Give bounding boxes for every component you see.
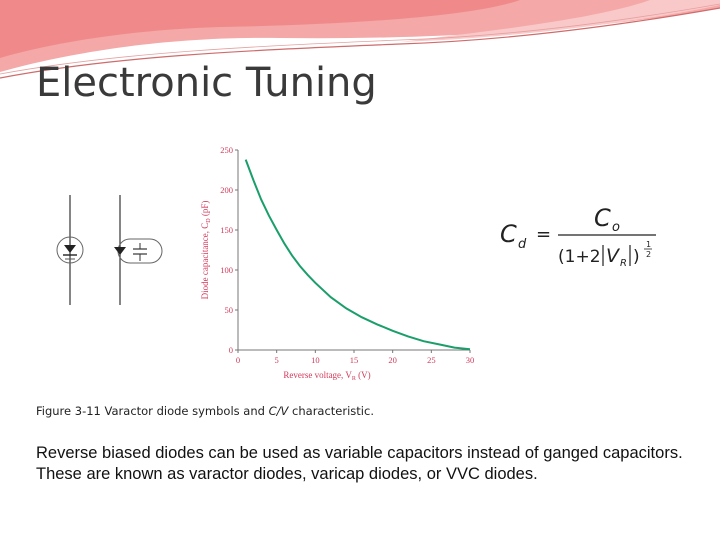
y-axis-label-sub: D (206, 218, 212, 223)
figure-caption (36, 404, 374, 418)
y-axis-label: Diode capacitance, $C_D$ (pF) (200, 200, 212, 300)
x-tick-label: 20 (388, 355, 397, 365)
x-tick-label: 25 (427, 355, 436, 365)
y-tick-label: 50 (224, 305, 233, 315)
cv-characteristic-chart (196, 140, 480, 384)
x-axis-label: Reverse voltage, $V_R$ (V) (283, 370, 371, 382)
svg-text:R: R (620, 258, 627, 269)
chart-axes (238, 150, 470, 350)
y-tick-labels (220, 145, 238, 355)
x-tick-label: 0 (235, 355, 241, 365)
svg-text:): ) (633, 247, 640, 267)
y-axis-label-unit: (pF) (200, 200, 210, 219)
svg-text:(1+2: (1+2 (558, 247, 601, 267)
varactor-symbol-icon (50, 195, 170, 305)
x-tick-label: 30 (465, 355, 475, 365)
svg-text:1: 1 (646, 240, 652, 249)
svg-text:C: C (594, 204, 611, 232)
y-tick-label: 150 (220, 225, 233, 235)
x-axis-label-sub: R (351, 376, 356, 382)
svg-text:d: d (518, 237, 527, 252)
caption-italic: C/V (268, 404, 289, 418)
x-tick-label: 15 (349, 355, 359, 365)
caption-suffix: characteristic. (288, 404, 374, 418)
caption-prefix: Figure 3-11 Varactor diode symbols and (36, 404, 269, 418)
x-tick-label: 10 (311, 355, 320, 365)
y-tick-label: 250 (220, 145, 233, 155)
capacitance-formula (496, 200, 666, 280)
x-tick-label: 5 (274, 355, 279, 365)
body-paragraph: Reverse biased diodes can be used as variable capacitors instead of ganged capacitors. These are known as varactor diodes, varicap diodes, or VVC diodes. (36, 444, 683, 483)
svg-text:C: C (500, 220, 517, 248)
svg-text:2: 2 (646, 250, 652, 259)
y-tick-label: 200 (220, 185, 233, 195)
x-axis-label-unit: (V) (355, 370, 371, 380)
x-tick-labels (236, 350, 474, 365)
svg-text:V: V (606, 245, 619, 267)
svg-text:o: o (612, 220, 620, 235)
svg-text:=: = (536, 224, 552, 245)
slide-title: Electronic Tuning (36, 60, 377, 106)
capacitance-curve (246, 160, 470, 350)
y-tick-label: 100 (220, 265, 233, 275)
y-tick-label: 0 (228, 345, 233, 355)
